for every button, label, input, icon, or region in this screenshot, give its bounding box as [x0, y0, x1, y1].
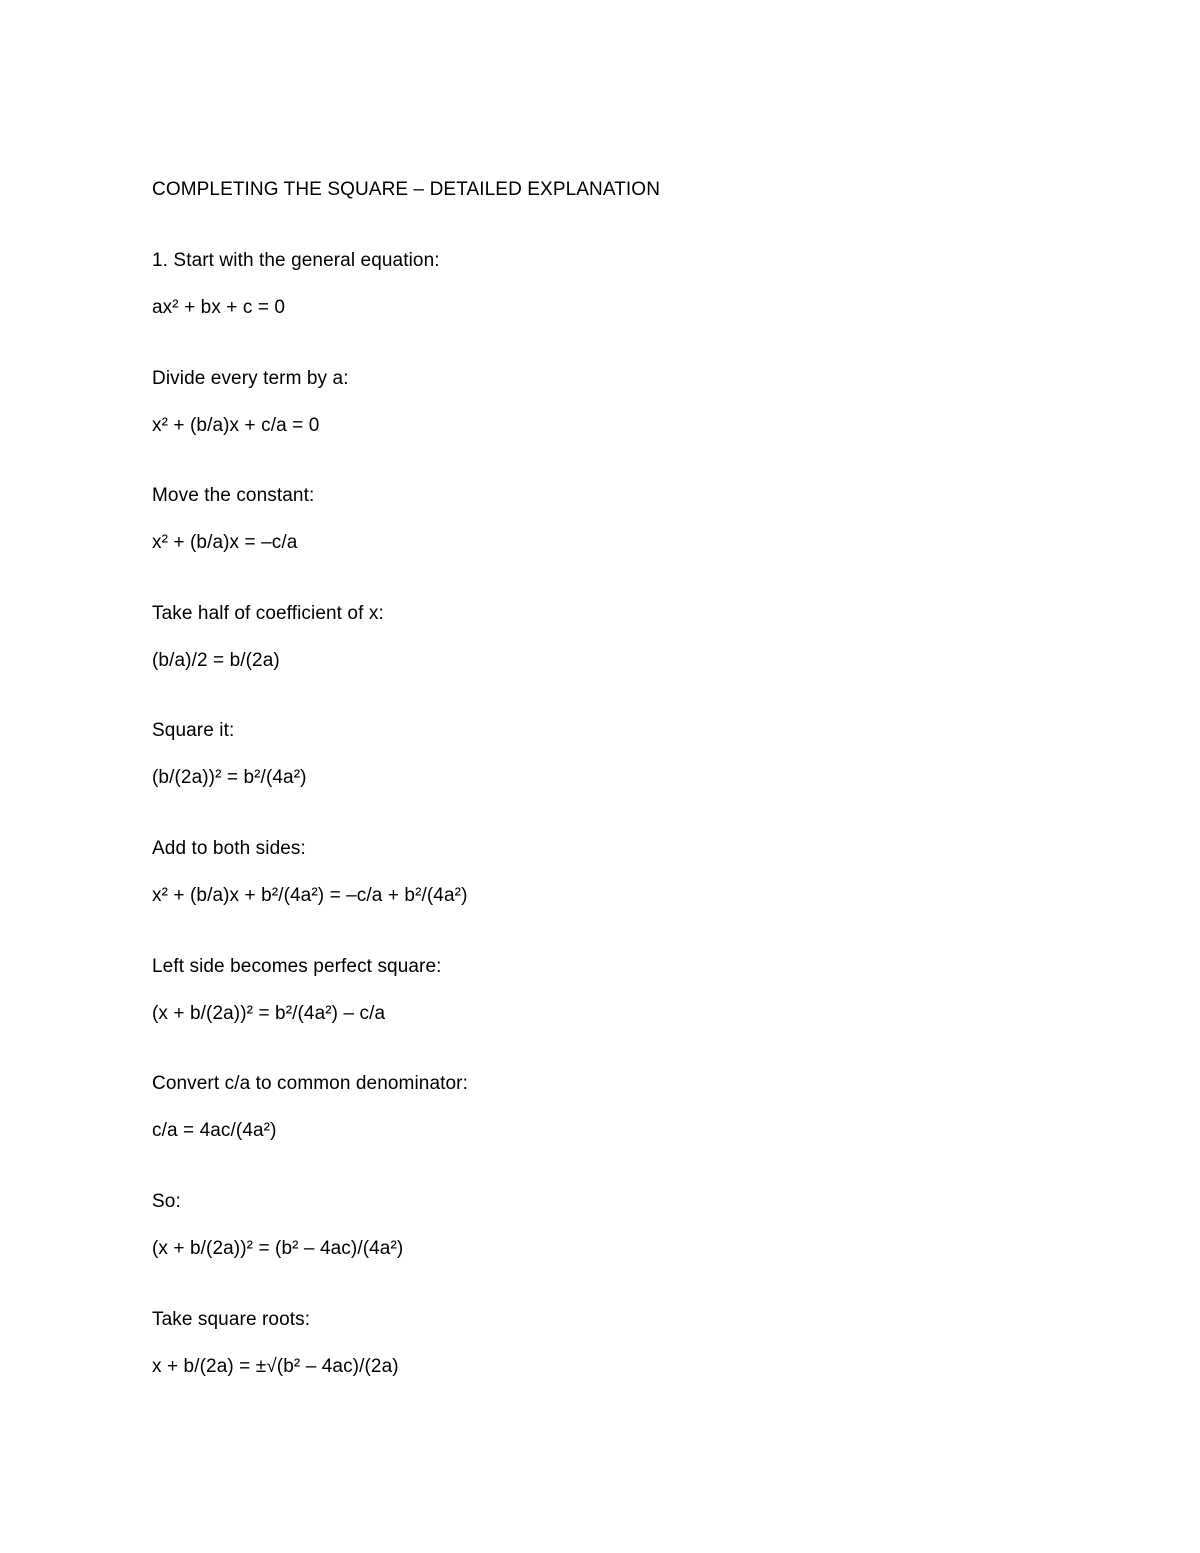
step-common-denominator-heading: Convert c/a to common denominator:: [152, 1073, 468, 1094]
document-title: COMPLETING THE SQUARE – DETAILED EXPLANATION: [152, 179, 661, 200]
moved-constant-equation: x² + (b/a)x = –c/a: [152, 532, 298, 553]
step-add-both-sides-heading: Add to both sides:: [152, 838, 306, 859]
common-denominator-equation: c/a = 4ac/(4a²): [152, 1120, 277, 1141]
step-perfect-square-heading: Left side becomes perfect square:: [152, 956, 442, 977]
step-square-heading: Square it:: [152, 720, 235, 741]
step-half-coefficient-heading: Take half of coefficient of x:: [152, 603, 384, 624]
combined-equation: (x + b/(2a))² = (b² – 4ac)/(4a²): [152, 1238, 404, 1259]
square-roots-equation: x + b/(2a) = ±√(b² – 4ac)/(2a): [152, 1356, 399, 1377]
general-equation: ax² + bx + c = 0: [152, 297, 286, 318]
half-coefficient-equation: (b/a)/2 = b/(2a): [152, 650, 280, 671]
step-move-constant-heading: Move the constant:: [152, 485, 315, 506]
step-so-heading: So:: [152, 1191, 181, 1212]
perfect-square-equation: (x + b/(2a))² = b²/(4a²) – c/a: [152, 1003, 386, 1024]
divided-equation: x² + (b/a)x + c/a = 0: [152, 415, 320, 436]
squared-equation: (b/(2a))² = b²/(4a²): [152, 767, 307, 788]
step-divide-heading: Divide every term by a:: [152, 368, 349, 389]
step-1-heading: 1. Start with the general equation:: [152, 250, 440, 271]
added-both-sides-equation: x² + (b/a)x + b²/(4a²) = –c/a + b²/(4a²): [152, 885, 468, 906]
step-square-roots-heading: Take square roots:: [152, 1309, 311, 1330]
